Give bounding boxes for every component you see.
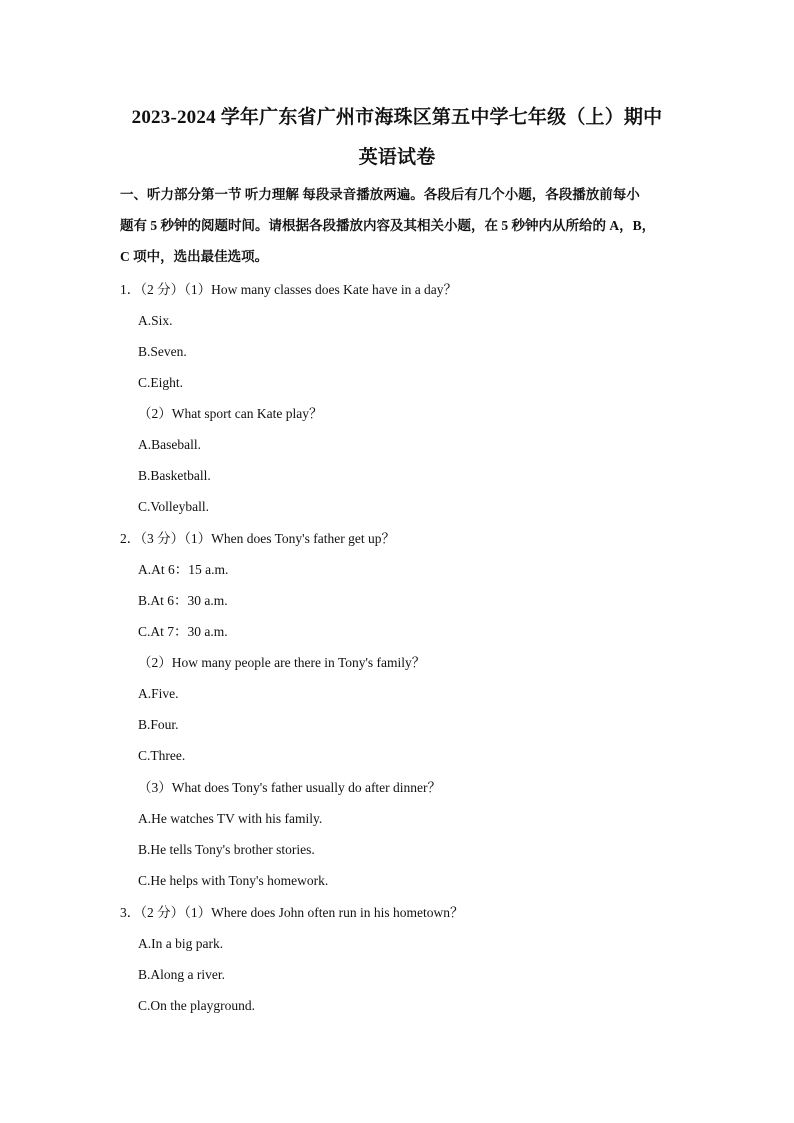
question-2-sub-3-option-c: C.He helps with Tony's homework. [138,873,329,888]
question-2-sub-3-option-b: B.He tells Tony's brother stories. [138,842,315,857]
question-1-stem: 1．（2 分）（1）How many classes does Kate have in a day？ [120,282,458,297]
question-3-stem: 3．（2 分）（1）Where does John often run in his hometown？ [120,905,464,920]
question-2-sub-2-option-b: B.Four. [138,717,179,732]
question-2-stem: 2．（3 分）（1）When does Tony's father get up？ [120,531,395,546]
question-2-sub-2-option-c: C.Three. [138,748,186,763]
question-1-sub-2-option-b: B.Basketball. [138,468,211,483]
question-1-sub-2-stem: （2）What sport can Kate play？ [138,406,323,421]
section-instructions-line-2: 题有 5 秒钟的阅题时间。请根据各段播放内容及其相关小题，在 5 秒钟内从所给的 A，B， [120,218,656,233]
question-3-option-a: A.In a big park. [138,936,224,951]
question-3-option-c: C.On the playground. [138,998,255,1013]
question-1-sub-2-option-a: A.Baseball. [138,437,201,452]
question-1-sub-2-option-c: C.Volleyball. [138,499,210,514]
exam-title-line-2: 英语试卷 [358,147,436,168]
question-2-option-a: A.At 6：15 a.m. [138,562,229,577]
question-2-sub-2-stem: （2）How many people are there in Tony's family？ [138,655,426,670]
question-3-option-b: B.Along a river. [138,967,225,982]
question-1-option-b: B.Seven. [138,344,187,359]
question-2-sub-3-stem: （3）What does Tony's father usually do after dinner？ [138,780,442,795]
question-2-option-b: B.At 6：30 a.m. [138,593,228,608]
exam-title-line-1: 2023-2024 学年广东省广州市海珠区第五中学七年级（上）期中 [131,107,663,128]
question-2-option-c: C.At 7：30 a.m. [138,624,228,639]
question-2-sub-3-option-a: A.He watches TV with his family. [138,811,323,826]
section-instructions-line-3: C 项中，选出最佳选项。 [120,249,269,264]
question-1-option-c: C.Eight. [138,375,184,390]
question-2-sub-2-option-a: A.Five. [138,686,179,701]
section-instructions-line-1: 一、听力部分第一节 听力理解 每段录音播放两遍。各段后有几个小题，各段播放前每小 [120,187,640,202]
question-1-option-a: A.Six. [138,313,173,328]
